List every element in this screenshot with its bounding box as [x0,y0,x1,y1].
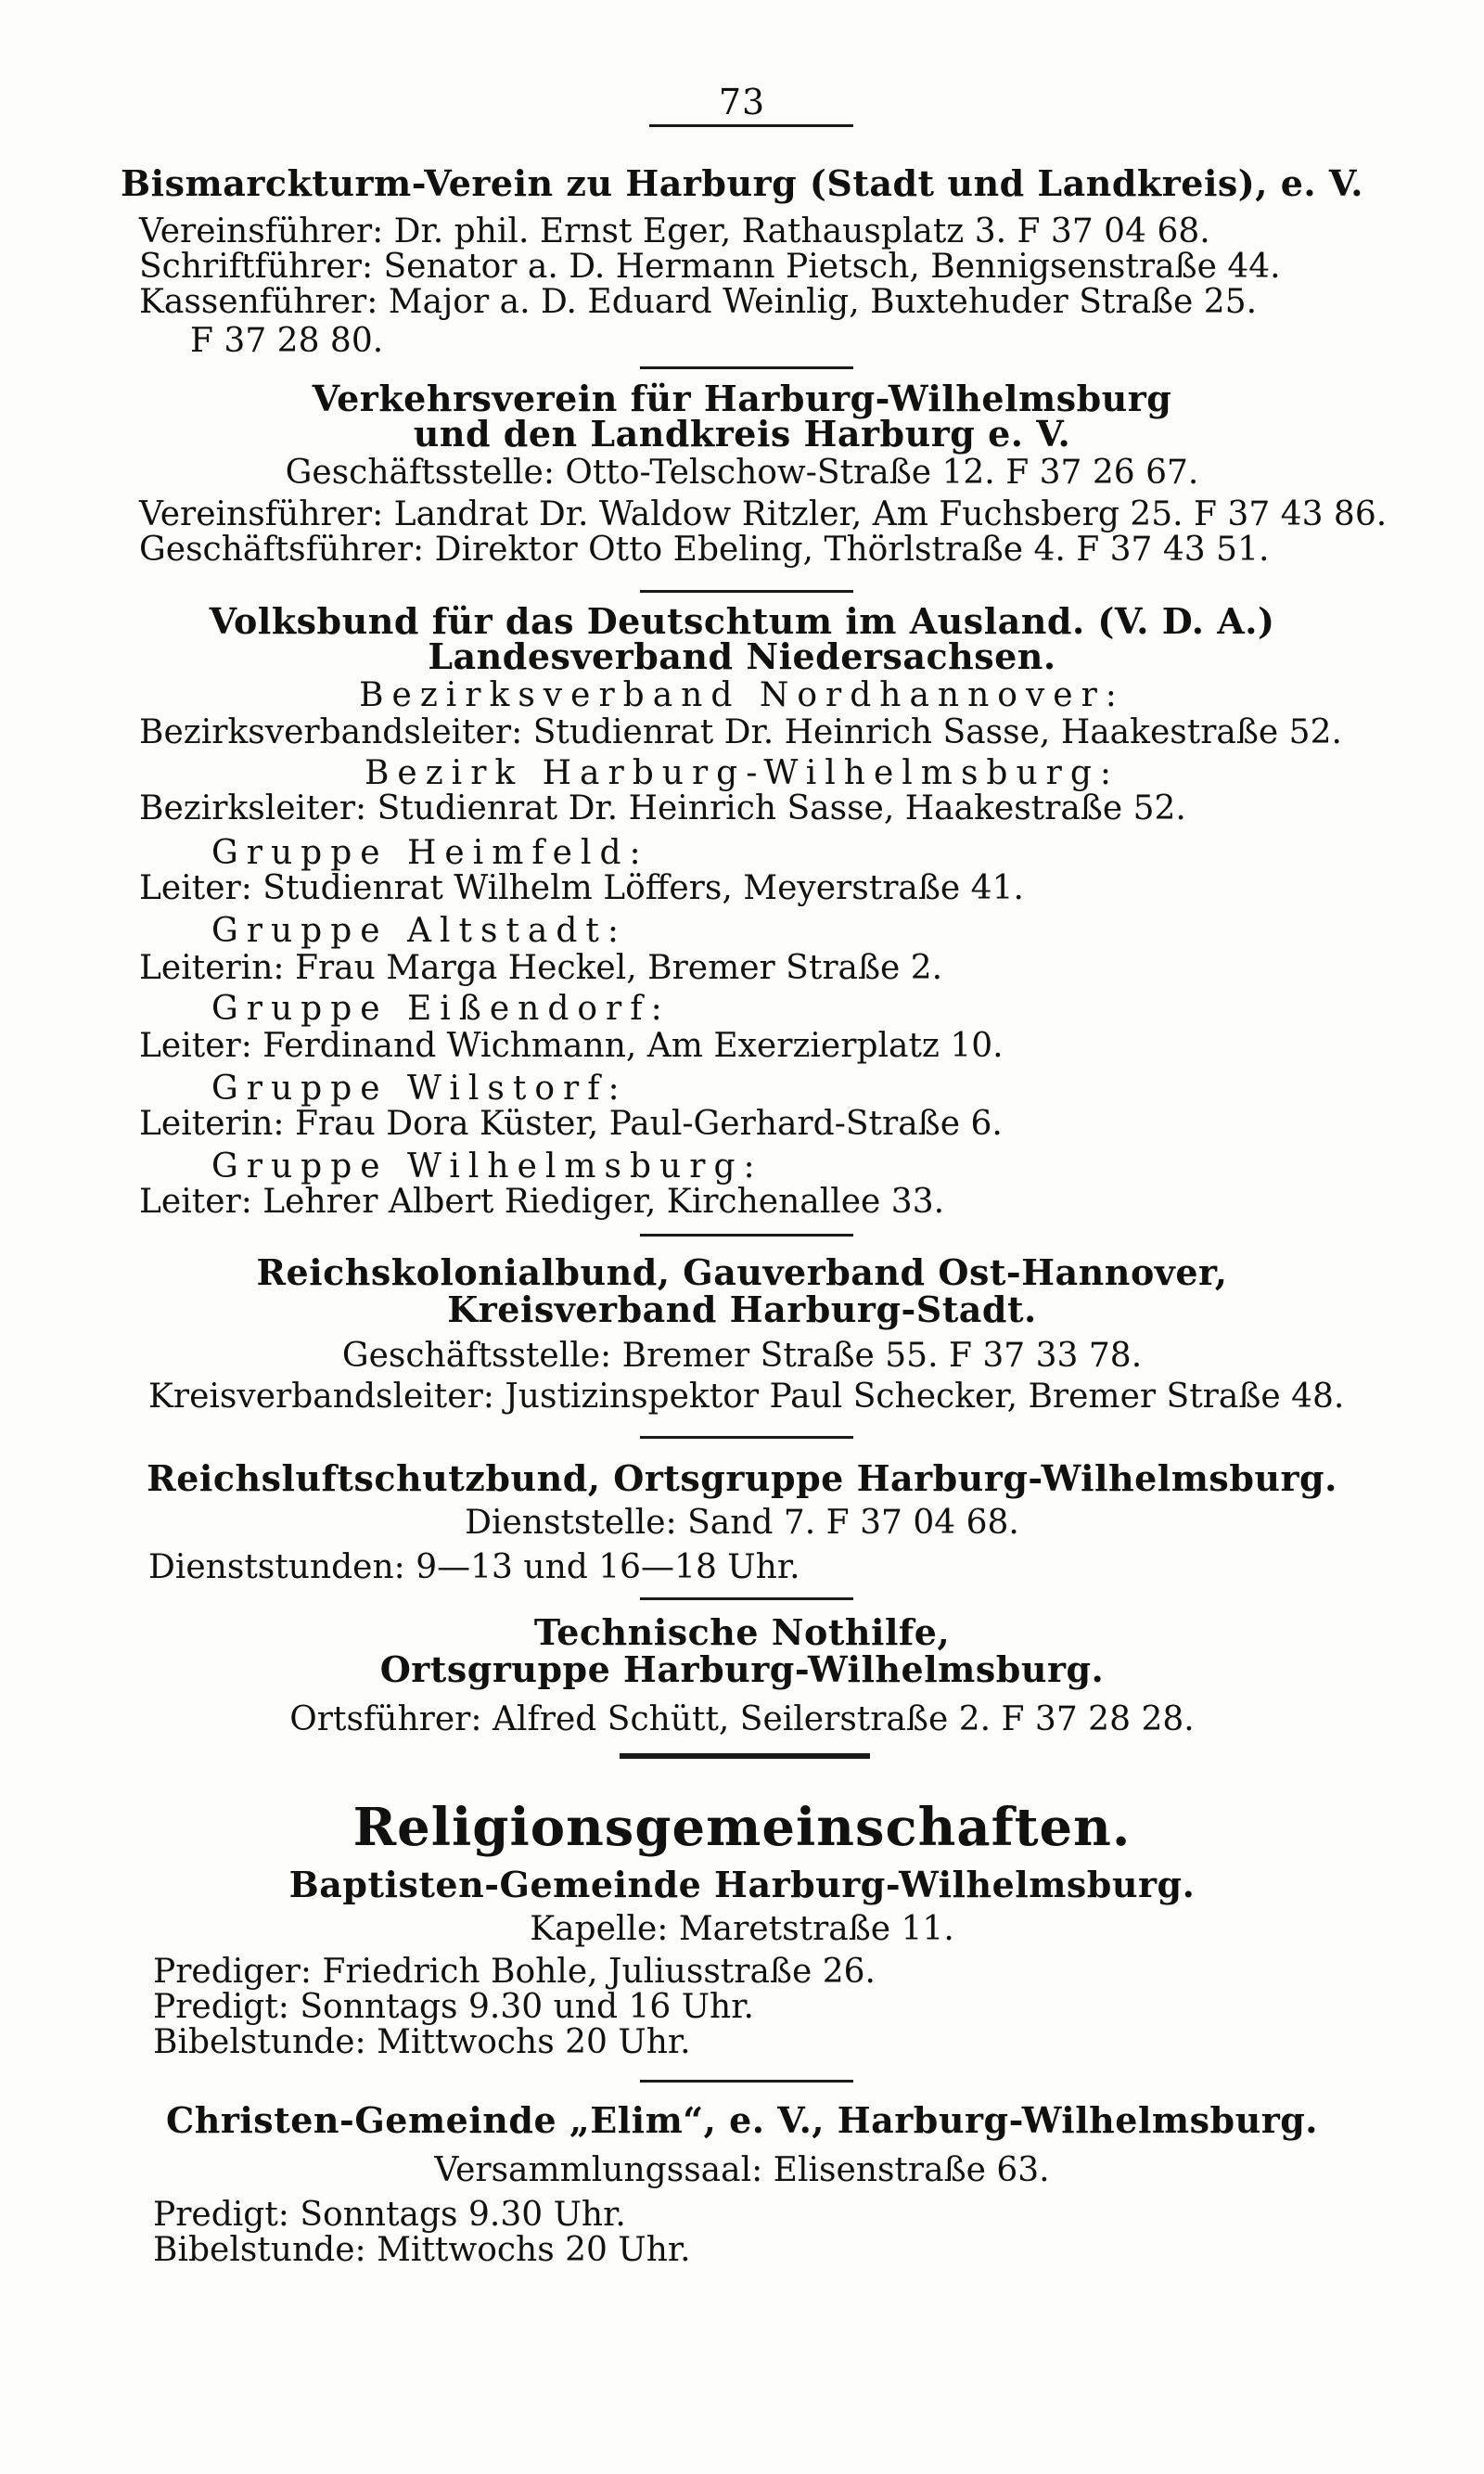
luftschutzbund-dienststunden: Dienststunden: 9—13 und 16—18 Uhr. [148,1548,800,1586]
bismarckturm-vereinsfuehrer: Vereinsführer: Dr. phil. Ernst Eger, Rathausplatz 3. F 37 04 68. [139,212,1210,250]
section-divider [640,1234,853,1237]
kolonialbund-title-1: Reichskolonialbund, Gauverband Ost-Hannover, [256,1251,1228,1293]
section-divider [640,366,853,369]
bismarckturm-title: Bismarckturm-Verein zu Harburg (Stadt und Landkreis), e. V. [121,162,1363,204]
verkehrsverein-vereinsfuehrer: Vereinsführer: Landrat Dr. Waldow Ritzler, Am Fuchsberg 25. F 37 43 86. [139,495,1388,533]
christen-predigt: Predigt: Sonntags 9.30 Uhr. [153,2196,626,2234]
volksbund-title-1: Volksbund für das Deutschtum im Ausland. (V. D. A.) [209,600,1275,642]
nothilfe-ortsfuehrer: Ortsführer: Alfred Schütt, Seilerstraße 2. F 37 28 28. [289,1700,1195,1738]
volksbund-leiter-altstadt: Leiterin: Frau Marga Heckel, Bremer Straße 2. [139,949,943,987]
volksbund-bezirksverbandsleiter: Bezirksverbandsleiter: Studienrat Dr. Heinrich Sasse, Haakestraße 52. [139,713,1342,751]
kolonialbund-geschaeftsstelle: Geschäftsstelle: Bremer Straße 55. F 37 33 78. [341,1337,1143,1375]
section-divider [640,590,853,593]
bismarckturm-phone: F 37 28 80. [190,322,384,360]
volksbund-gruppe-altstadt: Gruppe Altstadt: [211,912,628,950]
baptisten-predigt: Predigt: Sonntags 9.30 und 16 Uhr. [153,1988,754,2026]
volksbund-leiter-heimfeld: Leiter: Studienrat Wilhelm Löffers, Meyerstraße 41. [139,869,1024,907]
baptisten-bibelstunde: Bibelstunde: Mittwochs 20 Uhr. [153,2023,691,2061]
luftschutzbund-dienststelle: Dienststelle: Sand 7. F 37 04 68. [465,1504,1019,1542]
section-divider [640,1597,853,1600]
verkehrsverein-title-2: und den Landkreis Harburg e. V. [413,413,1071,455]
verkehrsverein-geschaeftsstelle: Geschäftsstelle: Otto-Telschow-Straße 12. F 37 26 67. [285,454,1199,492]
volksbund-bezirksverband: Bezirksverband Nordhannover: [359,676,1125,714]
christen-saal: Versammlungssaal: Elisenstraße 63. [434,2151,1050,2189]
volksbund-gruppe-eissendorf: Gruppe Eißendorf: [211,990,671,1028]
bismarckturm-kassenfuehrer: Kassenführer: Major a. D. Eduard Weinlig, Buxtehuder Straße 25. [139,283,1258,321]
baptisten-prediger: Prediger: Friedrich Bohle, Juliusstraße 26. [153,1953,876,1991]
kolonialbund-kreisverbandsleiter: Kreisverbandsleiter: Justizinspektor Paul Schecker, Bremer Straße 48. [148,1378,1345,1416]
volksbund-title-2: Landesverband Niedersachsen. [428,635,1056,677]
religion-heading: Religionsgemeinschaften. [352,1797,1132,1858]
volksbund-gruppe-heimfeld: Gruppe Heimfeld: [211,834,649,872]
christen-title: Christen-Gemeinde „Elim“, e. V., Harburg-Wilhelmsburg. [165,2099,1319,2141]
volksbund-leiter-wilstorf: Leiterin: Frau Dora Küster, Paul-Gerhard-Straße 6. [139,1105,1003,1143]
luftschutzbund-title: Reichsluftschutzbund, Ortsgruppe Harburg-Wilhelmsburg. [147,1457,1337,1499]
volksbund-leiter-eissendorf: Leiter: Ferdinand Wichmann, Am Exerzierplatz 10. [139,1027,1004,1065]
volksbund-gruppe-wilstorf: Gruppe Wilstorf: [211,1070,628,1108]
nothilfe-title-1: Technische Nothilfe, [533,1611,951,1653]
nothilfe-title-2: Ortsgruppe Harburg-Wilhelmsburg. [379,1648,1105,1690]
verkehrsverein-title-1: Verkehrsverein für Harburg-Wilhelmsburg [312,378,1172,419]
volksbund-leiter-wilhelmsburg: Leiter: Lehrer Albert Riediger, Kirchenallee 33. [139,1183,945,1221]
section-divider [640,1436,853,1439]
christen-bibelstunde: Bibelstunde: Mittwochs 20 Uhr. [153,2231,691,2269]
baptisten-kapelle: Kapelle: Maretstraße 11. [530,1910,954,1948]
volksbund-gruppe-wilhelmsburg: Gruppe Wilhelmsburg: [211,1147,763,1186]
kolonialbund-title-2: Kreisverband Harburg-Stadt. [447,1288,1037,1330]
chapter-divider [620,1753,870,1759]
volksbund-bezirksleiter: Bezirksleiter: Studienrat Dr. Heinrich Sasse, Haakestraße 52. [139,789,1186,827]
verkehrsverein-geschaeftsfuehrer: Geschäftsführer: Direktor Otto Ebeling, Thörlstraße 4. F 37 43 51. [139,531,1270,569]
page-number-rule [649,124,853,127]
volksbund-bezirk: Bezirk Harburg-Wilhelmsburg: [364,754,1120,792]
baptisten-title: Baptisten-Gemeinde Harburg-Wilhelmsburg. [288,1864,1196,1905]
page-number: 73 [718,82,766,122]
bismarckturm-schriftfuehrer: Schriftführer: Senator a. D. Hermann Pietsch, Bennigsenstraße 44. [139,248,1281,286]
section-divider [640,2080,853,2083]
